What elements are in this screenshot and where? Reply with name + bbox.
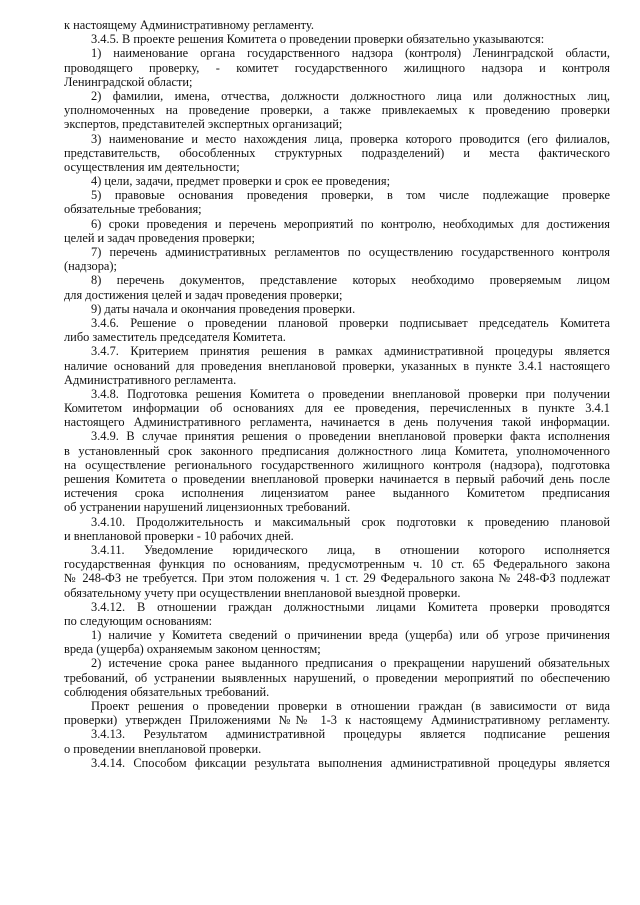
document-line: 3.4.10. Продолжительность и максимальный срок подготовки к проведению плановой bbox=[91, 514, 610, 529]
document-line: наличие оснований для проведения внеплановой проверки, указанных в пункте 3.4.1 настоящего bbox=[64, 358, 610, 373]
document-line: 1) наименование органа государственного надзора (контроля) Ленинградской области, bbox=[91, 46, 610, 61]
document-line: проводящего проверку, - комитет государственного жилищного надзора и контроля bbox=[64, 60, 610, 75]
document-line: 3.4.13. Результатом административной процедуры является подписание решения bbox=[91, 727, 610, 742]
document-line: 9) даты начала и окончания проведения проверки. bbox=[91, 301, 356, 316]
document-line: 6) сроки проведения и перечень мероприятий по контролю, необходимых для достижения bbox=[91, 216, 610, 231]
document-line: Административного регламента. bbox=[64, 372, 237, 387]
document-line: Проект решения о проведении проверки в отношении граждан (в зависимости от вида bbox=[91, 699, 610, 713]
document-line: обязательные требования; bbox=[64, 202, 202, 217]
document-line: и внеплановой проверки - 10 рабочих дней. bbox=[64, 528, 294, 543]
document-line: 4) цели, задачи, предмет проверки и срок ее проведения; bbox=[91, 174, 391, 189]
document-line: 5) правовые основания проведения проверки, в том числе подлежащие проверке bbox=[91, 188, 610, 203]
document-line: либо заместитель председателя Комитета. bbox=[64, 330, 286, 345]
document-line: 1) наличие у Комитета сведений о причинении вреда (ущерба) или об угрозе причинения bbox=[91, 628, 610, 643]
document-line: по следующим основаниям: bbox=[64, 613, 213, 628]
document-line: Ленинградской области; bbox=[64, 74, 193, 89]
document-line: экспертов, представителей экспертных организаций; bbox=[64, 117, 343, 132]
document-line: государственная функция по основаниям, предусмотренным ч. 10 ст. 65 Федерального закона bbox=[64, 557, 610, 572]
document-line: истечения срока исполнения лицензиатом ранее выданного Комитетом предписания bbox=[64, 486, 610, 501]
document-line: Комитетом информации об основаниях для ее проведения, перечисленных в пункте 3.4.1 bbox=[64, 401, 610, 416]
document-line: проверки) утвержден Приложениями №№ 1-3 к настоящему Административному регламенту. bbox=[64, 713, 610, 728]
document-line: 3) наименование и место нахождения лица, проверка которого проводится (его филиалов, bbox=[91, 131, 610, 146]
document-line: требований, об устранении выявленных нарушений, о проведении мероприятий по обеспечению bbox=[64, 670, 610, 685]
document-line: о проведении внеплановой проверки. bbox=[64, 741, 262, 756]
document-line: к настоящему Административному регламенту. bbox=[64, 18, 314, 32]
document-line: (надзора); bbox=[64, 259, 117, 274]
document-line: 3.4.6. Решение о проведении плановой проверки подписывает председатель Комитета bbox=[91, 315, 610, 330]
document-line: 3.4.12. В отношении граждан должностными лицами Комитета проверки проводятся bbox=[91, 599, 610, 614]
document-line: осуществления им деятельности; bbox=[64, 159, 240, 174]
document-line: 3.4.14. Способом фиксации результата выполнения административной процедуры является bbox=[91, 755, 610, 770]
document-line: целей и задач проведения проверки; bbox=[64, 230, 255, 245]
document-line: 3.4.5. В проекте решения Комитета о проведении проверки обязательно указываются: bbox=[91, 32, 545, 47]
document-line: 3.4.7. Критерием принятия решения в рамках административной процедуры является bbox=[91, 344, 610, 359]
document-line: вреда (ущерба) охраняемым законом ценностям; bbox=[64, 642, 321, 657]
document-line: представительств, обособленных структурных подразделений) и места фактического bbox=[64, 145, 610, 160]
document-line: 2) истечение срока ранее выданного предписания о прекращении нарушений обязательных bbox=[91, 656, 610, 671]
document-line: в установленный срок законного предписания должностного лица Комитета, уполномоченного bbox=[64, 443, 610, 458]
document-line: 3.4.8. Подготовка решения Комитета о проведении внеплановой проверки при получении bbox=[91, 386, 610, 401]
document-line: 2) фамилии, имена, отчества, должности должностного лица или должностных лиц, bbox=[91, 88, 610, 103]
document-page bbox=[64, 18, 610, 770]
document-line: 8) перечень документов, представление которых необходимо проверяемым лицом bbox=[91, 273, 610, 288]
document-line: 7) перечень административных регламентов по осуществлению государственного контроля bbox=[91, 245, 610, 259]
document-line: № 248-ФЗ не требуется. При этом положения ч. 1 ст. 29 Федерального закона № 248-ФЗ подлежат bbox=[64, 571, 610, 586]
document-line: для достижения целей и задач проведения проверки; bbox=[64, 287, 343, 302]
document-line: 3.4.9. В случае принятия решения о проведении внеплановой проверки факта исполнения bbox=[91, 429, 610, 444]
document-line: соблюдения обязательных требований. bbox=[64, 684, 270, 699]
document-line: об устранении нарушений лицензионных требований. bbox=[64, 500, 351, 515]
document-line: 3.4.11. Уведомление юридического лица, в отношении которого исполняется bbox=[91, 542, 610, 557]
document-line: решения Комитета о проведении внеплановой проверки начинается в первый рабочий день после bbox=[64, 472, 610, 486]
document-line: на осуществление регионального государственного жилищного контроля (надзора), подготовка bbox=[64, 457, 610, 472]
document-line: уполномоченных на проведение проверки, а также привлекаемых к проведению проверки bbox=[64, 103, 610, 118]
document-line: обязательному учету при осуществлении внеплановой выездной проверки. bbox=[64, 585, 461, 600]
document-line: настоящего Административного регламента, начинается в день получения такой информации. bbox=[64, 415, 610, 430]
